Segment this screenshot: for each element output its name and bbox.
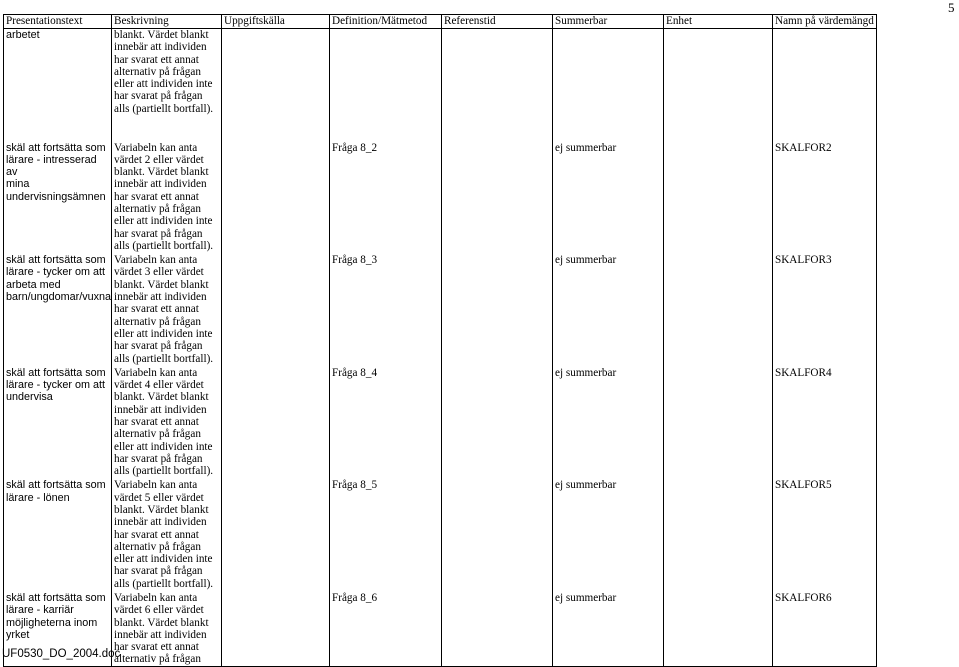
cell-definition: Fråga 8_5 bbox=[330, 479, 442, 592]
table-row bbox=[4, 367, 877, 480]
cell-uppgiftskalla bbox=[222, 254, 330, 367]
cell-enhet bbox=[664, 592, 773, 666]
cell-beskrivning: Variabeln kan anta värdet 2 eller värdet blankt. Värdet blankt innebär att individen har svarat ett annat alternativ på frågan eller att individen inte har svarat på frågan alls (partiellt bortfall). bbox=[112, 142, 222, 255]
cell-presentationstext: skäl att fortsätta som lärare - intresserad av mina undervisningsämnen bbox=[4, 142, 112, 255]
cell-beskrivning: blankt. Värdet blankt innebär att individen har svarat ett annat alternativ på frågan eller att individen inte har svarat på frågan alls (partiellt bortfall). bbox=[112, 29, 222, 142]
cell-uppgiftskalla bbox=[222, 592, 330, 666]
footer-filename: UF0530_DO_2004.doc bbox=[2, 648, 121, 660]
cell-summerbar: ej summerbar bbox=[553, 367, 664, 480]
cell-presentationstext: skäl att fortsätta som lärare - tycker om att undervisa bbox=[4, 367, 112, 480]
cell-referenstid bbox=[442, 29, 553, 142]
header-uppgiftskalla: Uppgiftskälla bbox=[222, 15, 330, 29]
cell-uppgiftskalla bbox=[222, 479, 330, 592]
cell-enhet bbox=[664, 29, 773, 142]
table-row bbox=[4, 142, 877, 255]
cell-namn bbox=[773, 29, 877, 142]
header-presentationstext: Presentationstext bbox=[4, 15, 112, 29]
cell-namn: SKALFOR3 bbox=[773, 254, 877, 367]
cell-beskrivning: Variabeln kan anta värdet 4 eller värdet blankt. Värdet blankt innebär att individen har svarat ett annat alternativ på frågan eller att individen inte har svarat på frågan alls (partiellt bortfall). bbox=[112, 367, 222, 480]
cell-definition bbox=[330, 29, 442, 142]
header-summerbar: Summerbar bbox=[553, 15, 664, 29]
cell-summerbar: ej summerbar bbox=[553, 254, 664, 367]
cell-uppgiftskalla bbox=[222, 142, 330, 255]
cell-definition: Fråga 8_6 bbox=[330, 592, 442, 666]
cell-summerbar: ej summerbar bbox=[553, 142, 664, 255]
cell-referenstid bbox=[442, 142, 553, 255]
header-row bbox=[4, 15, 877, 29]
cell-namn: SKALFOR6 bbox=[773, 592, 877, 666]
cell-definition: Fråga 8_3 bbox=[330, 254, 442, 367]
header-namn: Namn på värdemängd bbox=[773, 15, 877, 29]
header-definition: Definition/Mätmetod bbox=[330, 15, 442, 29]
variable-table bbox=[3, 14, 877, 667]
cell-enhet bbox=[664, 479, 773, 592]
cell-enhet bbox=[664, 142, 773, 255]
cell-presentationstext: skäl att fortsätta som lärare - karriär möjligheterna inom yrket bbox=[4, 592, 112, 666]
cell-referenstid bbox=[442, 592, 553, 666]
header-enhet: Enhet bbox=[664, 15, 773, 29]
table-row bbox=[4, 479, 877, 592]
cell-referenstid bbox=[442, 367, 553, 480]
cell-summerbar: ej summerbar bbox=[553, 592, 664, 666]
cell-enhet bbox=[664, 367, 773, 480]
header-referenstid: Referenstid bbox=[442, 15, 553, 29]
cell-enhet bbox=[664, 254, 773, 367]
cell-namn: SKALFOR4 bbox=[773, 367, 877, 480]
cell-definition: Fråga 8_4 bbox=[330, 367, 442, 480]
table-row bbox=[4, 592, 877, 666]
cell-beskrivning: Variabeln kan anta värdet 5 eller värdet blankt. Värdet blankt innebär att individen har svarat ett annat alternativ på frågan eller att individen inte har svarat på frågan alls (partiellt bortfall). bbox=[112, 479, 222, 592]
cell-beskrivning: Variabeln kan anta värdet 3 eller värdet blankt. Värdet blankt innebär att individen har svarat ett annat alternativ på frågan eller att individen inte har svarat på frågan alls (partiellt bortfall). bbox=[112, 254, 222, 367]
cell-summerbar: ej summerbar bbox=[553, 479, 664, 592]
cell-presentationstext: arbetet bbox=[4, 29, 112, 142]
cell-uppgiftskalla bbox=[222, 367, 330, 480]
cell-presentationstext: skäl att fortsätta som lärare - tycker om att arbeta med barn/ungdomar/vuxna bbox=[4, 254, 112, 367]
cell-beskrivning: Variabeln kan anta värdet 6 eller värdet blankt. Värdet blankt innebär att individen har svarat ett annat alternativ på frågan bbox=[112, 592, 222, 666]
cell-referenstid bbox=[442, 479, 553, 592]
cell-namn: SKALFOR2 bbox=[773, 142, 877, 255]
cell-summerbar bbox=[553, 29, 664, 142]
cell-namn: SKALFOR5 bbox=[773, 479, 877, 592]
header-beskrivning: Beskrivning bbox=[112, 15, 222, 29]
cell-uppgiftskalla bbox=[222, 29, 330, 142]
cell-definition: Fråga 8_2 bbox=[330, 142, 442, 255]
table-row bbox=[4, 29, 877, 142]
cell-presentationstext: skäl att fortsätta som lärare - lönen bbox=[4, 479, 112, 592]
table-row bbox=[4, 254, 877, 367]
cell-referenstid bbox=[442, 254, 553, 367]
page-number: 5 bbox=[948, 0, 955, 15]
